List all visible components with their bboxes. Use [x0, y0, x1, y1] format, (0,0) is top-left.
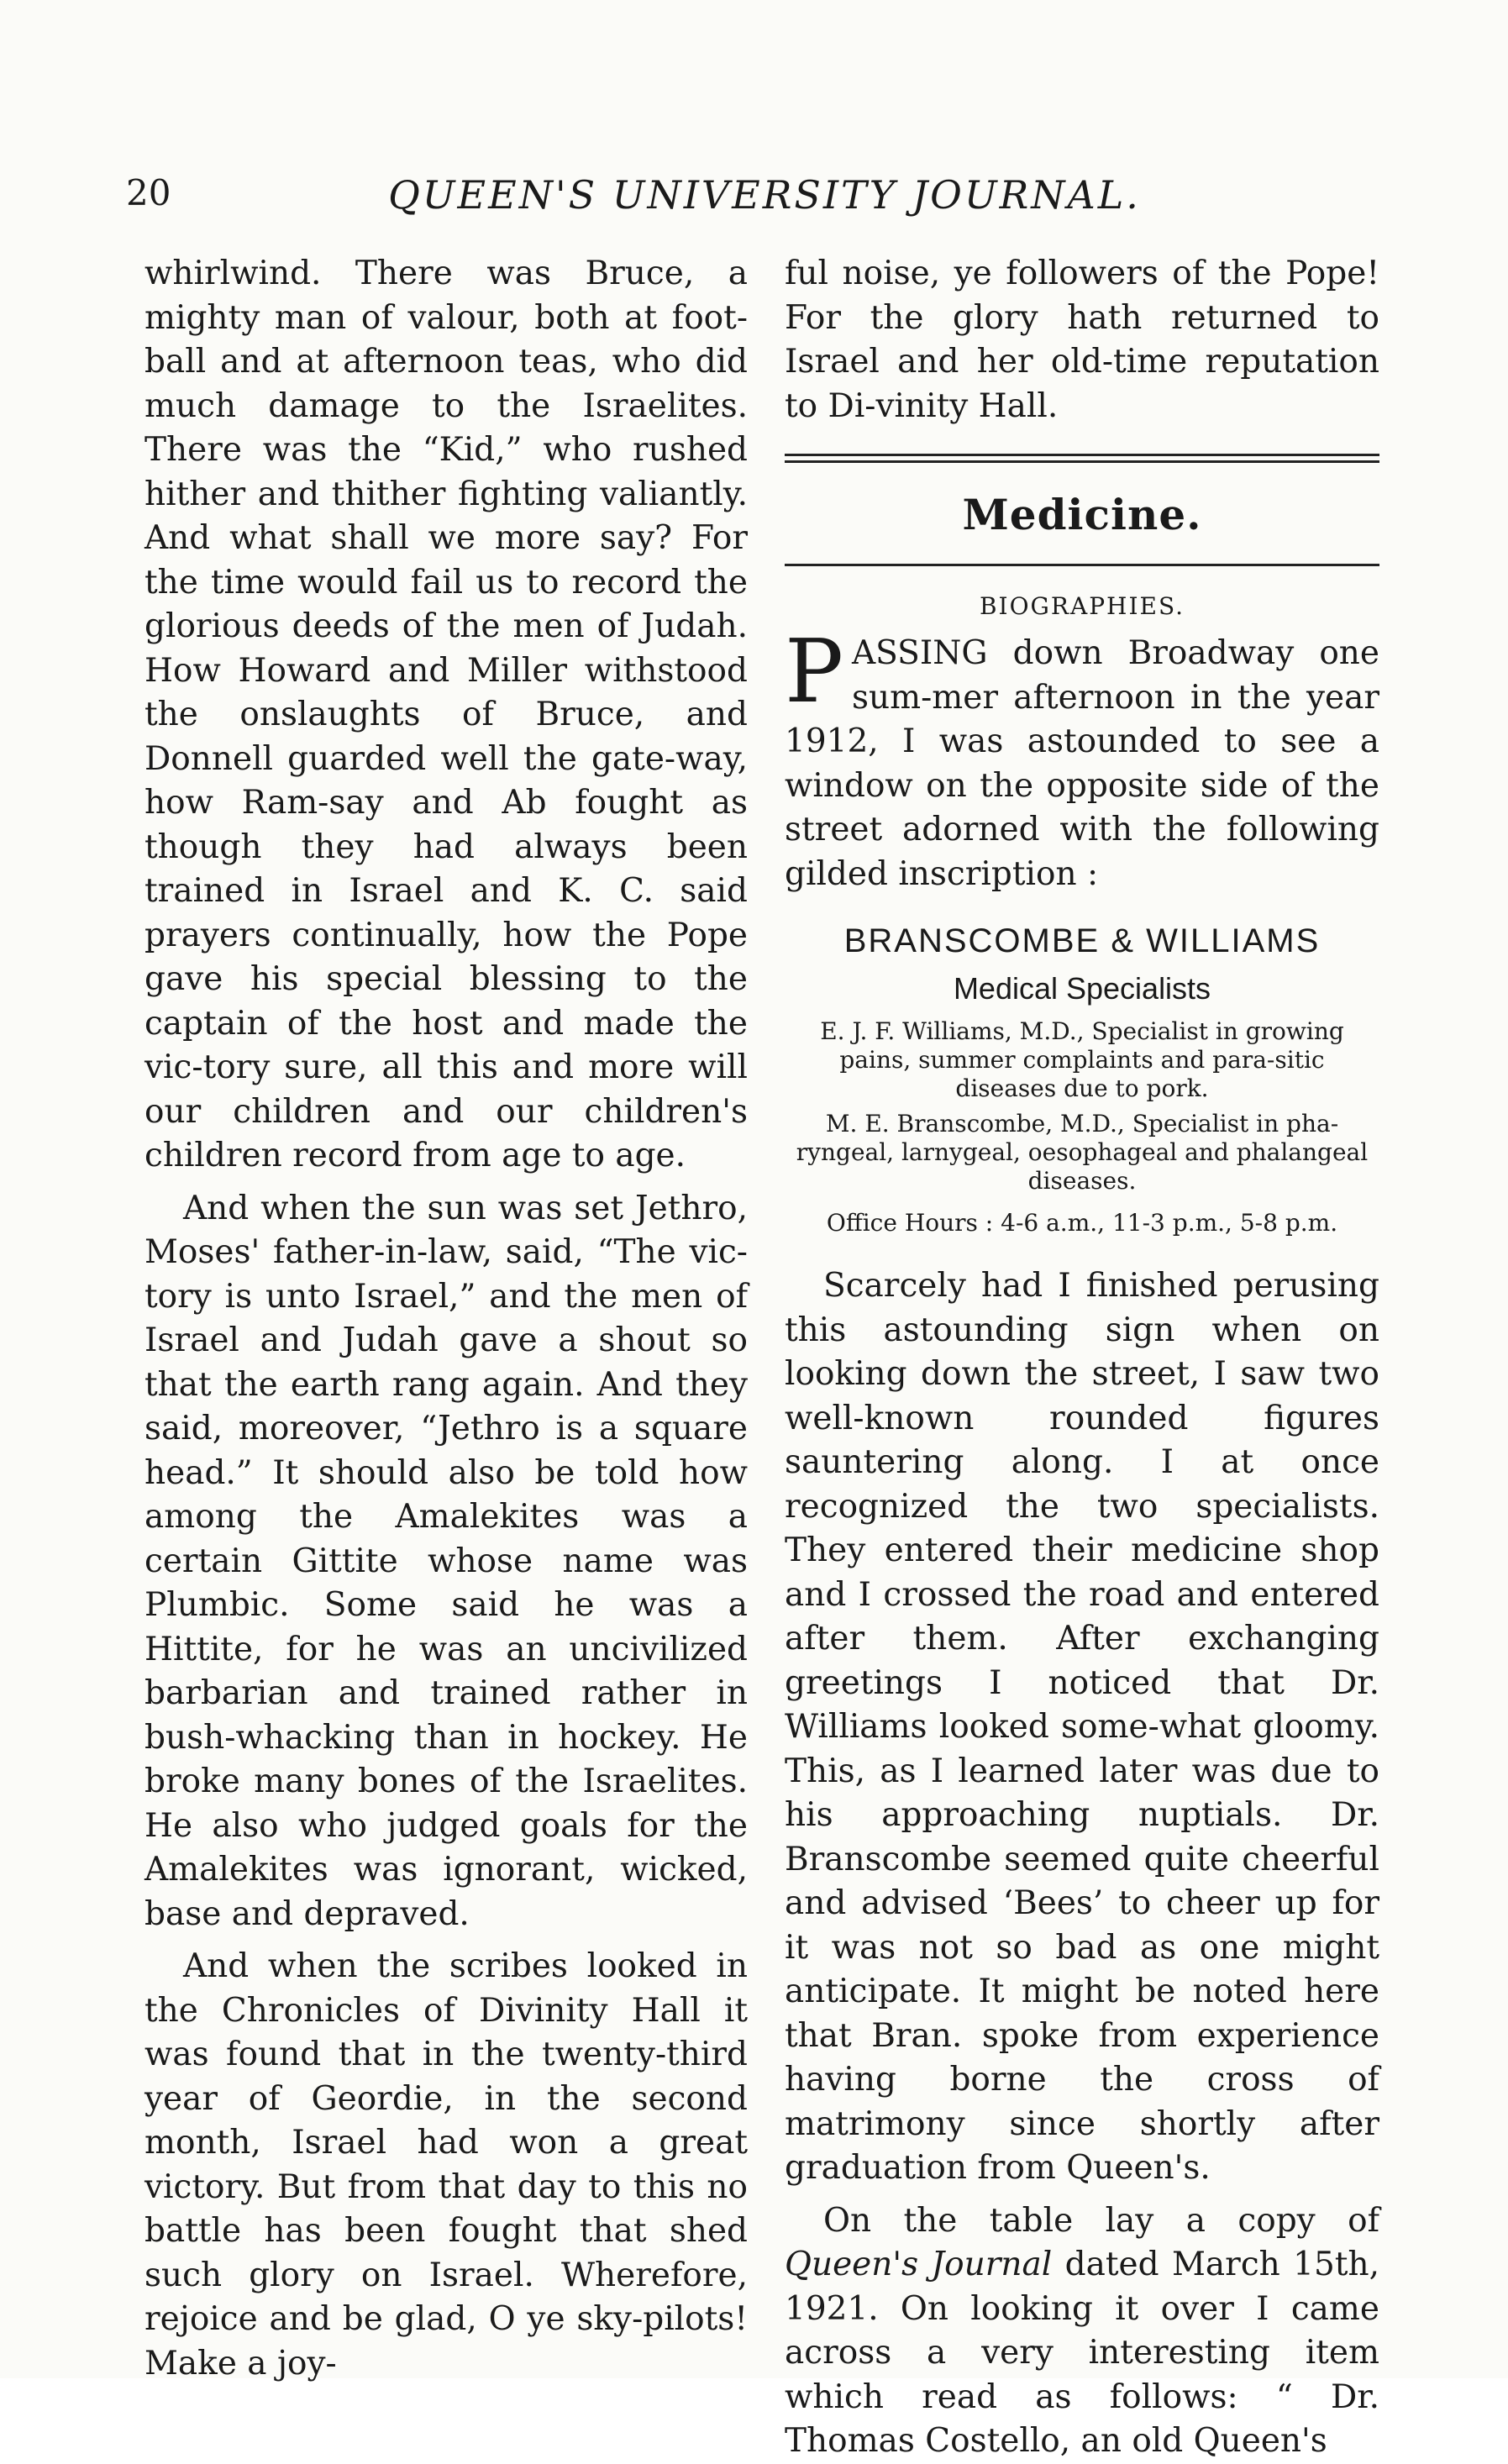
- sign-firm-name: BRANSCOMBE & WILLIAMS: [843, 922, 1321, 959]
- lead-caps: ASSING: [851, 634, 988, 672]
- paragraph: And when the sun was set Jethro, Moses' father-in-law, said, “The vic-tory is unto Israel,” and the men of Israel and Judah gave a shout so that the earth rang again. And they said, moreover, “Jethro is a square head.” It should also be told how among the Amalekites was a certain Gittite whose name was Plumbic. Some said he was a Hittite, for he was an uncivilized barbarian and trained rather in bush-whacking than in hockey. He broke many bones of the Israelites. He also who judged goals for the Amalekites was ignorant, wicked, base and depraved.: [144, 1189, 748, 1933]
- sign-entry-williams: E. J. F. Williams, M.D., Specialist in growing pains, summer complaints and para-sitic diseases due to pork.: [820, 1017, 1344, 1102]
- page-header: [126, 172, 1403, 231]
- sign-subtitle: Medical Specialists: [953, 971, 1211, 1006]
- journal-title: QUEEN'S UNIVERSITY JOURNAL.: [388, 172, 1141, 218]
- paragraph: [785, 2199, 1379, 2464]
- paragraph-text: dated March 15th, 1921. On looking it over I came across a very interesting item which read as follows: “ Dr. Thomas Costello, an old Queen's: [785, 2246, 1379, 2460]
- page-number: 20: [126, 172, 171, 213]
- sign-office-hours: Office Hours : 4-6 a.m., 11-3 p.m., 5-8 p.m.: [826, 1209, 1338, 1237]
- section-heading: Medicine.: [962, 490, 1202, 539]
- intro-paragraph: [785, 620, 1379, 896]
- journal-name-italic: Queen's Journal: [785, 2246, 1053, 2283]
- paragraph-text: On the table lay a copy of: [823, 2201, 1379, 2240]
- sign-entry-branscombe: M. E. Branscombe, M.D., Specialist in pha-ryngeal, larnygeal, oesophageal and phalangeal diseases.: [796, 1110, 1369, 1195]
- right-column: [785, 252, 1379, 2464]
- subheading: BIOGRAPHIES.: [979, 592, 1185, 620]
- double-rule-divider: [785, 454, 1379, 463]
- left-column: [144, 252, 748, 2386]
- paragraph: whirlwind. There was Bruce, a mighty man of valour, both at foot-ball and at afternoon teas, who did much damage to the Israelites. There was the “Kid,” who rushed hither and thither fighting valiantly. And what shall we more say? For the time would fail us to record the glorious deeds of the men of Judah. How Howard and Miller withstood the onslaughts of Bruce, and Donnell guarded well the gate-way, how Ram-say and Ab fought as though they had always been trained in Israel and K. C. said prayers continually, how the Pope gave his special blessing to the captain of the host and made the vic-tory sure, all this and more will our children and our children's children record from age to age.: [144, 255, 748, 1174]
- paragraph-continuation: ful noise, ye followers of the Pope! For the glory hath returned to Israel and her old-time reputation to Di-vinity Hall.: [785, 255, 1379, 425]
- paragraph: Scarcely had I finished perusing this astounding sign when on looking down the street, I saw two well-known rounded figures sauntering along. I at once recognized the two specialists. They entered their medicine shop and I crossed the road and entered after them. After exchanging greetings I noticed that Dr. Williams looked some-what gloomy. This, as I learned later was due to his approaching nuptials. Dr. Branscombe seemed quite cheerful and advised ‘Bees’ to cheer up for it was not so bad as one might anticipate. It might be noted here that Bran. spoke from experience having borne the cross of matrimony since shortly after graduation from Queen's.: [785, 1267, 1379, 2187]
- rule-divider: [785, 564, 1379, 566]
- drop-cap: P: [785, 620, 843, 722]
- intro-text: down Broadway one sum-mer afternoon in the year 1912, I was astounded to see a window on the opposite side of the street adorned with the following gilded inscription :: [785, 634, 1379, 893]
- paragraph: And when the scribes looked in the Chronicles of Divinity Hall it was found that in the twenty-third year of Geordie, in the second month, Israel had won a great victory. But from that day to this no battle has been fought that shed such glory on Israel. Wherefore, rejoice and be glad, O ye sky-pilots! Make a joy-: [144, 1947, 748, 2383]
